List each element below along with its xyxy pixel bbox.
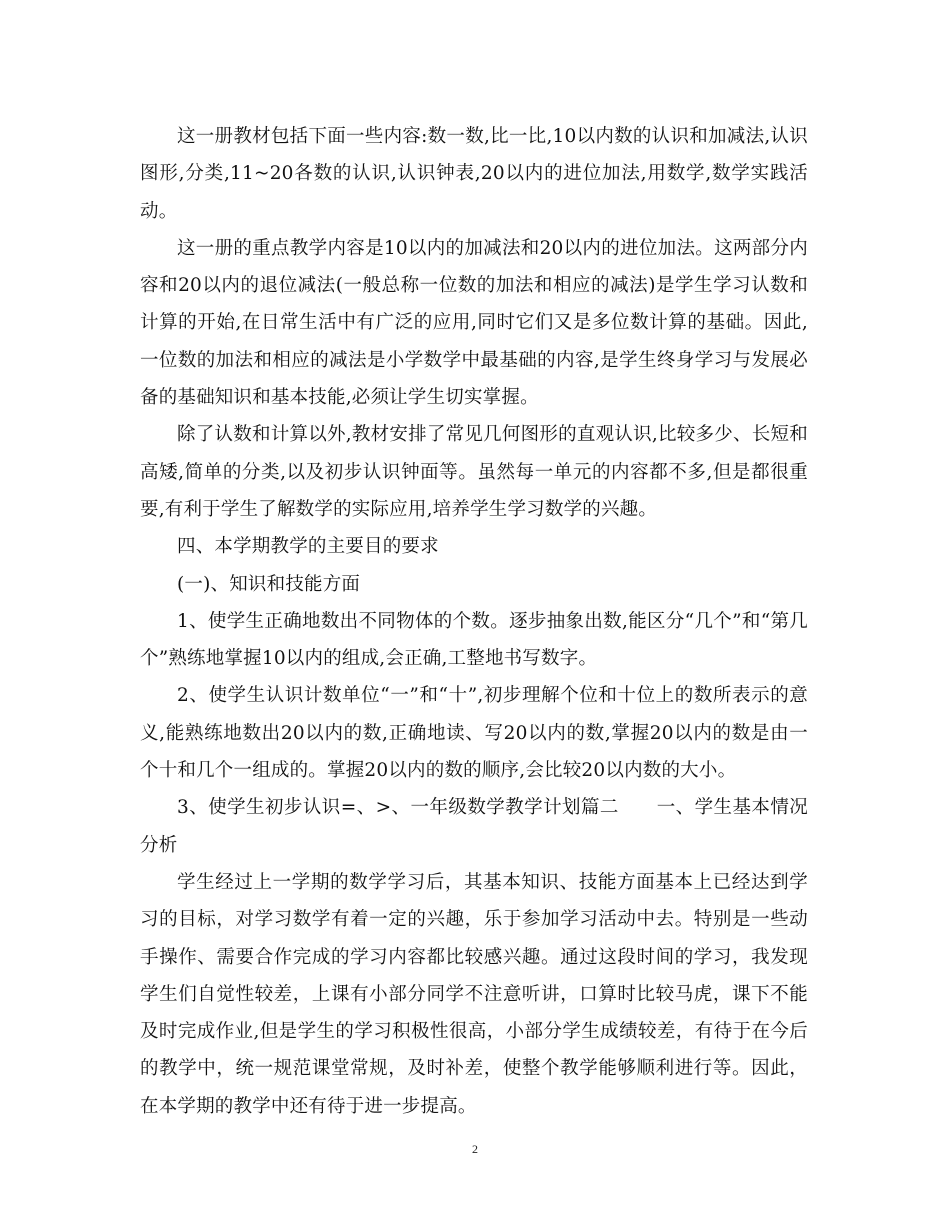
subsection-heading-knowledge-skills: (一)、知识和技能方面 xyxy=(177,573,361,595)
page-number: 2 xyxy=(472,1142,478,1156)
paragraph-textbook-contents: 这一册教材包括下面一些内容:数一数,比一比,10以内数的认识和加减法,认识图形,分类,11~20各数的认识,认识钟表,20以内的进位加法,用数学,数学实践活动。 xyxy=(140,126,808,222)
document-body xyxy=(140,118,808,1125)
paragraph-other-content: 除了认数和计算以外,教材安排了常见几何图形的直观认识,比较多少、长短和高矮,简单的分类,以及初步认识钟面等。虽然每一单元的内容都不多,但是都很重要,有利于学生了解数学的实际应用,培养学生学习数学的兴趣。 xyxy=(140,424,808,520)
list-item-goal-3: 3、使学生初步认识=、>、一年级数学教学计划篇二 一、学生基本情况分析 xyxy=(140,797,808,856)
paragraph-key-content: 这一册的重点教学内容是10以内的加减法和20以内的进位加法。这两部分内容和20以内的退位减法(一般总称一位数的加法和相应的减法)是学生学习认数和计算的开始,在日常生活中有广泛的应用,同时它们又是多位数计算的基础。因此,一位数的加法和相应的减法是小学数学中最基础的内容,是学生终身学习与发展必备的基础知识和基本技能,必须让学生切实掌握。 xyxy=(140,237,808,409)
section-heading-goals: 四、本学期教学的主要目的要求 xyxy=(177,536,439,558)
list-item-goal-1: 1、使学生正确地数出不同物体的个数。逐步抽象出数,能区分“几个”和“第几个”熟练地掌握10以内的组成,会正确,工整地书写数字。 xyxy=(140,610,808,670)
list-item-goal-2: 2、使学生认识计数单位“一”和“十”,初步理解个位和十位上的数所表示的意义,能熟练地数出20以内的数,正确地读、写20以内的数,掌握20以内的数是由一个十和几个一组成的。掌握20以内的数的顺序,会比较20以内数的大小。 xyxy=(140,685,808,782)
paragraph-student-analysis: 学生经过上一学期的数学学习后，其基本知识、技能方面基本上已经达到学习的目标，对学习数学有着一定的兴趣，乐于参加学习活动中去。特别是一些动手操作、需要合作完成的学习内容都比较感兴趣。通过这段时间的学习，我发现学生们自觉性较差，上课有小部分同学不注意听讲，口算时比较马虎，课下不能及时完成作业,但是学生的学习积极性很高，小部分学生成绩较差，有待于在今后的教学中，统一规范课堂常规，及时补差，使整个教学能够顺利进行等。因此，在本学期的教学中还有待于进一步提高。 xyxy=(140,871,808,1117)
